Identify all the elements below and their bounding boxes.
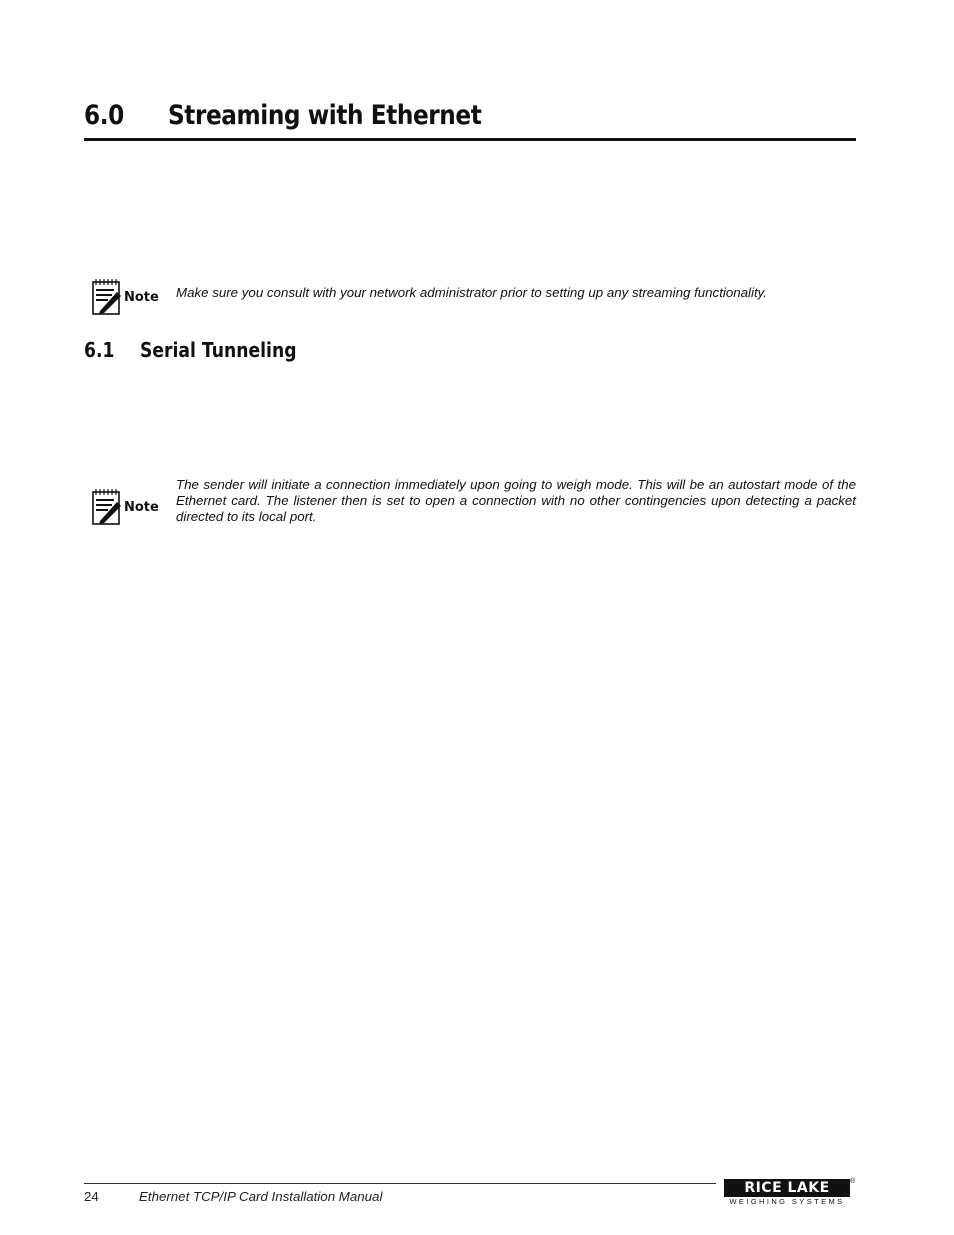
chapter-number: 6.0 [84,100,124,131]
registered-mark: ® [850,1178,856,1185]
notepad-icon [90,488,164,526]
page-number: 24 [84,1189,99,1204]
footer-divider [84,1183,716,1184]
note-text: The sender will initiate a connection immediately upon going to weigh mode. This will be an autostart mode of the Ethernet card. The listener then is set to open a connection with no other contingencies upon detecting a packet directed to its local port. [176,477,856,524]
chapter-title: Streaming with Ethernet [168,100,482,131]
section-title: Serial Tunneling [140,338,297,362]
note-label: Note [124,500,159,515]
notepad-icon [90,278,164,316]
logo-tagline: WEIGHING SYSTEMS [729,1197,845,1206]
note-label: Note [124,290,159,305]
note-text: Make sure you consult with your network administrator prior to setting up any streaming functionality. [176,285,767,300]
chapter-heading [84,98,856,141]
logo-wordmark: RICE LAKE [724,1179,850,1197]
section-number: 6.1 [84,338,115,362]
rice-lake-logo [724,1173,854,1209]
manual-title: Ethernet TCP/IP Card Installation Manual [139,1189,383,1204]
